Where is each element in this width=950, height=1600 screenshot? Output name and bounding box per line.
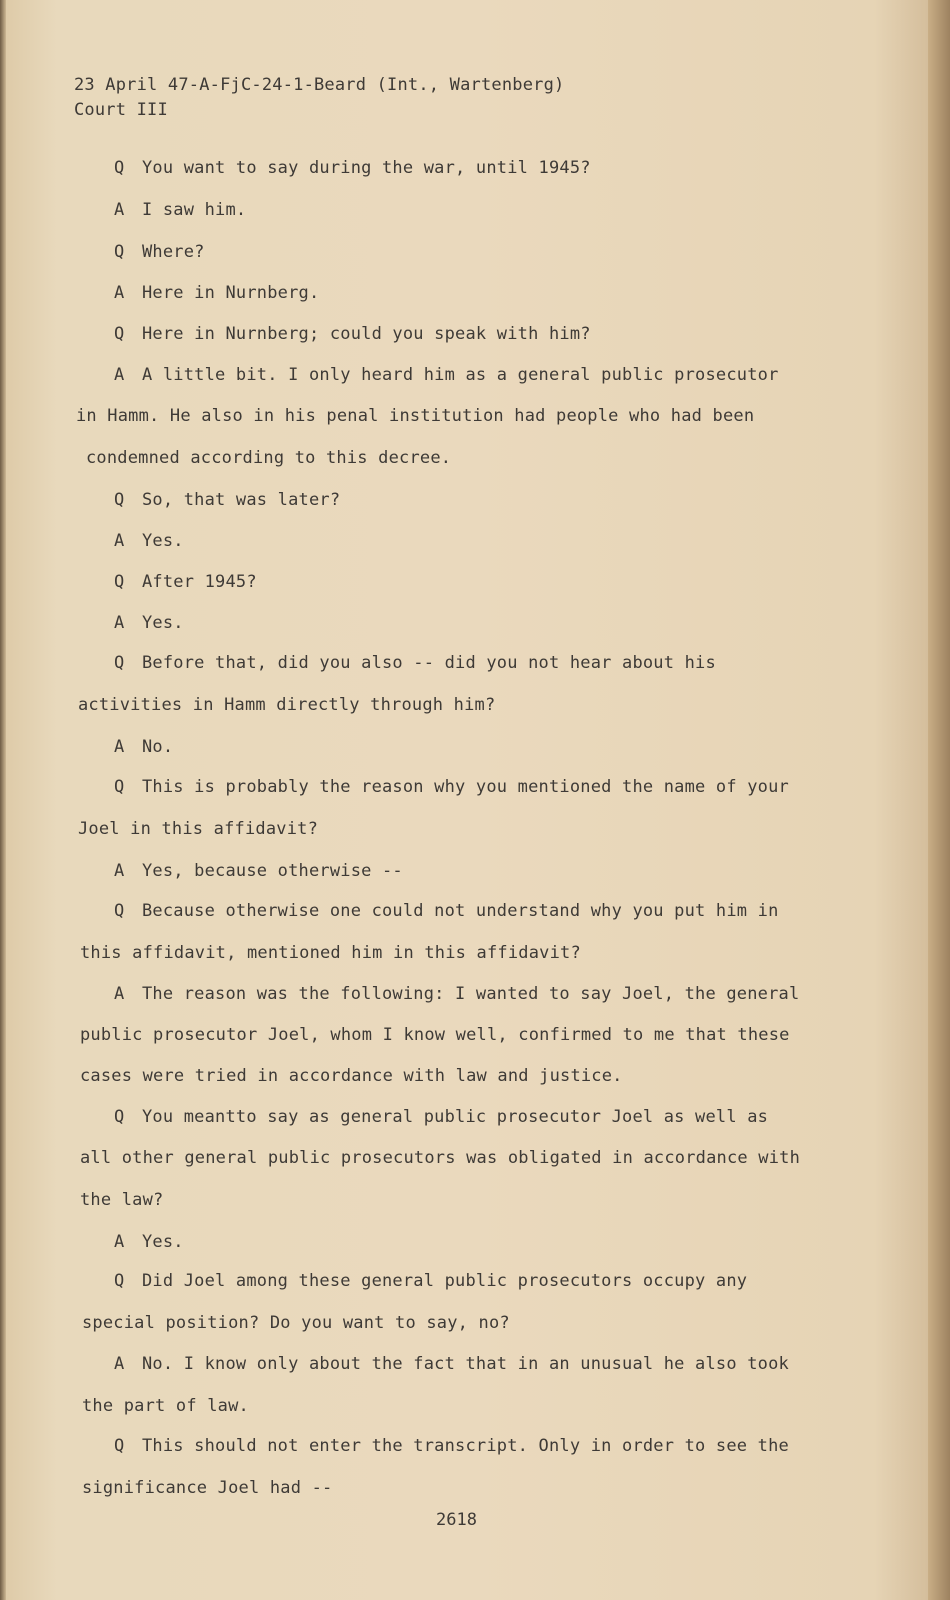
transcript-line: [114, 531, 184, 551]
line-text: Yes.: [142, 613, 184, 633]
line-text: Yes.: [142, 1232, 184, 1252]
transcript-line: [114, 490, 340, 510]
speaker-marker: A: [114, 1354, 125, 1374]
header-line-2: Court III: [74, 100, 168, 120]
transcript-line: [82, 1478, 332, 1498]
speaker-marker: A: [114, 737, 125, 757]
header-line-1: 23 April 47-A-FjC-24-1-Beard (Int., Wartenberg): [74, 75, 565, 95]
transcript-line: [80, 1066, 623, 1086]
speaker-marker: A: [114, 613, 125, 633]
line-text: Yes, because otherwise --: [142, 861, 403, 881]
transcript-line: [114, 242, 205, 262]
transcript-line: [114, 861, 403, 881]
speaker-marker: A: [114, 200, 125, 220]
transcript-line: [114, 283, 319, 303]
transcript-line: [114, 1107, 768, 1127]
speaker-marker: Q: [114, 777, 125, 797]
line-text: activities in Hamm directly through him?: [78, 695, 496, 715]
line-text: significance Joel had --: [82, 1478, 333, 1498]
line-text: condemned according to this decree.: [86, 448, 452, 468]
line-text: public prosecutor Joel, whom I know well, confirmed to me that these: [80, 1025, 790, 1045]
line-text: So, that was later?: [142, 490, 341, 510]
line-text: Here in Nurnberg; could you speak with him?: [142, 324, 591, 344]
transcript-line: [80, 1148, 800, 1168]
transcript-line: [80, 943, 581, 963]
line-text: Here in Nurnberg.: [142, 283, 320, 303]
transcript-line: [114, 613, 184, 633]
line-text: You meantto say as general public prosecutor Joel as well as: [142, 1107, 769, 1127]
transcript-line: [114, 777, 789, 797]
transcript-line: [114, 200, 246, 220]
speaker-marker: Q: [114, 1436, 125, 1456]
line-text: No. I know only about the fact that in an unusual he also took: [142, 1354, 789, 1374]
transcript-line: [78, 695, 495, 715]
transcript-line: [86, 448, 451, 468]
transcript-line: [78, 819, 318, 839]
speaker-marker: A: [114, 531, 125, 551]
line-text: special position? Do you want to say, no?: [82, 1313, 510, 1333]
transcript-line: [114, 1436, 789, 1456]
line-text: This should not enter the transcript. Only in order to see the: [142, 1436, 789, 1456]
transcript-line: [114, 1354, 789, 1374]
page-right-edge: [928, 0, 950, 1600]
transcript-line: [114, 365, 779, 385]
line-text: the law?: [80, 1190, 164, 1210]
line-text: After 1945?: [142, 572, 257, 592]
speaker-marker: Q: [114, 1271, 125, 1291]
line-text: Joel in this affidavit?: [78, 819, 319, 839]
line-text: No.: [142, 737, 174, 757]
line-text: You want to say during the war, until 1945?: [142, 158, 591, 178]
speaker-marker: Q: [114, 324, 125, 344]
transcript-line: [80, 1190, 163, 1210]
line-text: Before that, did you also -- did you not hear about his: [142, 653, 716, 673]
speaker-marker: Q: [114, 572, 125, 592]
transcript-line: [114, 1271, 747, 1291]
line-text: all other general public prosecutors was obligated in accordance with: [80, 1148, 801, 1168]
transcript-line: [114, 653, 716, 673]
speaker-marker: Q: [114, 1107, 125, 1127]
speaker-marker: A: [114, 283, 125, 303]
transcript-line: [114, 324, 591, 344]
page-binding-edge: [0, 0, 6, 1600]
line-text: The reason was the following: I wanted to say Joel, the general: [142, 984, 800, 1004]
transcript-line: [114, 1232, 184, 1252]
line-text: Did Joel among these general public prosecutors occupy any: [142, 1271, 748, 1291]
speaker-marker: Q: [114, 653, 125, 673]
transcript-line: [114, 572, 257, 592]
line-text: I saw him.: [142, 200, 247, 220]
line-text: This is probably the reason why you mentioned the name of your: [142, 777, 789, 797]
transcript-line: [114, 737, 173, 757]
transcript-line: [82, 1396, 249, 1416]
line-text: this affidavit, mentioned him in this affidavit?: [80, 943, 581, 963]
speaker-marker: A: [114, 365, 125, 385]
line-text: Where?: [142, 242, 205, 262]
transcript-line: [80, 1025, 790, 1045]
transcript-line: [114, 901, 779, 921]
speaker-marker: Q: [114, 901, 125, 921]
speaker-marker: A: [114, 1232, 125, 1252]
line-text: cases were tried in accordance with law and justice.: [80, 1066, 623, 1086]
transcript-line: [114, 984, 799, 1004]
speaker-marker: A: [114, 861, 125, 881]
speaker-marker: Q: [114, 490, 125, 510]
line-text: Yes.: [142, 531, 184, 551]
line-text: Because otherwise one could not understand why you put him in: [142, 901, 779, 921]
speaker-marker: Q: [114, 158, 125, 178]
speaker-marker: Q: [114, 242, 125, 262]
transcript-line: [82, 1313, 510, 1333]
line-text: A little bit. I only heard him as a general public prosecutor: [142, 365, 779, 385]
speaker-marker: A: [114, 984, 125, 1004]
page-number: 2618: [436, 1510, 477, 1530]
transcript-line: [76, 406, 754, 426]
line-text: the part of law.: [82, 1396, 249, 1416]
transcript-line: [114, 158, 591, 178]
line-text: in Hamm. He also in his penal institution had people who had been: [76, 406, 755, 426]
